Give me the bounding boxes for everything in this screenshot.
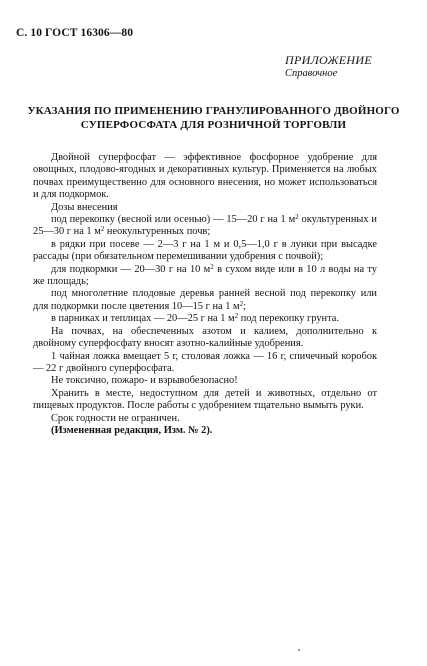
paragraph-dose-digging: под перекопку (весной или осенью) — 15—20 г на 1 $м^2$ окультуренных и 25—30 г на 1 $м^2$ неокультуренных почв; (33, 213, 377, 238)
title-line-2: СУПЕРФОСФАТА ДЛЯ РОЗНИЧНОЙ ТОРГОВЛИ (80, 118, 347, 131)
paragraph-dose-trees: под многолетние плодовые деревья ранней весной под перекопку или для подкормки после цветения 10—15 г на 1 $м^2$; (33, 288, 377, 312)
title-line-1: УКАЗАНИЯ ПО ПРИМЕНЕНИЮ ГРАНУЛИРОВАННОГО ДВОЙНОГО (27, 105, 400, 117)
superscript: 2 (234, 312, 239, 321)
paragraph-dose-rows: в рядки при посеве — 2—3 г на 1 м и 0,5—1,0 г в лунки при высадке рассады (при обязательном перемешивании удобрения с почвой); (33, 238, 377, 263)
paragraph-amendment: (Измененная редакция, Изм. № 2). (51, 424, 213, 436)
paragraph-shelf-life: Срок годности не ограничен. (51, 412, 180, 424)
paragraph-doses-heading: Дозы внесения (51, 201, 118, 213)
scan-speck (298, 649, 300, 651)
paragraph-safety: Не токсично, пожаро- и взрывобезопасно! (51, 375, 238, 387)
superscript: 2 (239, 299, 244, 308)
appendix-title: ПРИЛОЖЕНИЕ (285, 53, 372, 67)
superscript: 2 (100, 225, 105, 234)
paragraph-measures: 1 чайная ложка вмещает 5 г, столовая ложка — 16 г, спичечный коробок — 22 г двойного суперфосфата. (33, 350, 377, 374)
appendix-label (285, 54, 372, 80)
superscript: 2 (295, 213, 299, 222)
paragraph-dose-feeding: для подкормки — 20—30 г на 10 $м^2$ в сухом виде или в 10 л воды на ту же площадь; (33, 262, 378, 288)
superscript: 2 (210, 262, 214, 271)
document-body (33, 152, 377, 437)
paragraph-dose-greenhouse: в парниках и теплицах — 20—25 г на 1 $м^2$ под перекопку грунта. (51, 312, 339, 325)
paragraph-storage: Хранить в месте, недоступном для детей и животных, отдельно от пищевых продуктов. После работы с удобрением тщательно вымыть руки. (33, 387, 377, 412)
appendix-subtitle: Справочное (285, 68, 338, 79)
page-header: С. 10 ГОСТ 16306—80 (16, 27, 134, 39)
paragraph-soils: На почвах, на обеспеченных азотом и калием, дополнительно к двойному суперфосфату вносят азотно-калийные удобрения. (33, 325, 377, 350)
paragraph-intro: Двойной суперфосфат — эффективное фосфорное удобрение для овощных, плодово-ягодных и декоративных культур. Применяется на любых почвах преимущественно для основного внесения, но может использоваться и для подкормок. (33, 152, 377, 201)
document-title (20, 105, 407, 132)
